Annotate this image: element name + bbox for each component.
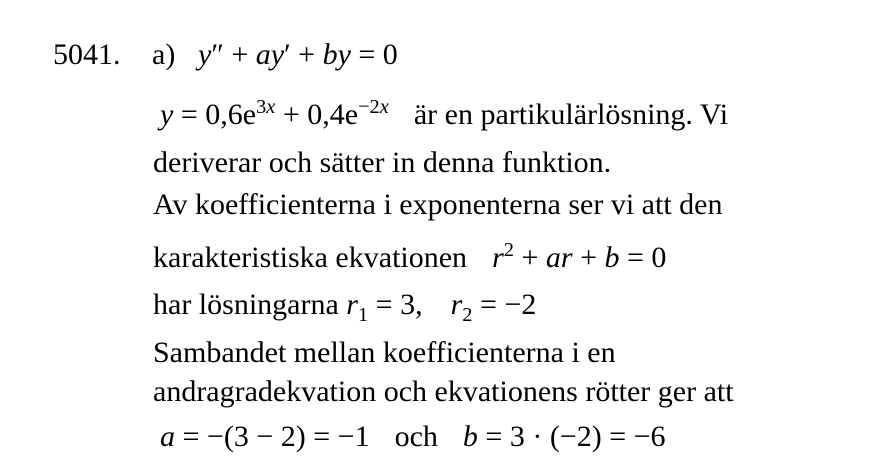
- characteristic-equation-text: karakteristiska ekvationen: [153, 241, 468, 274]
- roots-line: [153, 288, 537, 327]
- roots-text: har lösningarna: [153, 288, 339, 321]
- result-a: a = −(3 − 2) = −1: [160, 420, 370, 453]
- text-line-quadratic: andragradekvation och ekvationens rötter ger att: [153, 375, 734, 408]
- problem-number: 5041.: [53, 38, 121, 71]
- result-b: b = 3 · (−2) = −6: [462, 420, 666, 453]
- text-line-relation: Sambandet mellan koefficienterna i en: [153, 336, 616, 369]
- result-conjunction: och: [394, 420, 438, 453]
- part-label: a): [152, 38, 176, 71]
- particular-solution-formula: $y = 0,6e^{3x} + 0,4e^{-2x}$: [160, 95, 389, 131]
- text-line-derive: deriverar och sätter in denna funktion.: [153, 146, 612, 179]
- particular-solution-text: är en partikulärlösning. Vi: [413, 98, 729, 131]
- differential-equation: y″ + ay′ + by = 0: [198, 38, 398, 71]
- particular-solution-line: [160, 95, 729, 132]
- characteristic-equation-formula: $r^2$ + ar + b = 0: [492, 238, 667, 274]
- text-line-coefficients: Av koefficienterna i exponenterna ser vi att den: [153, 188, 723, 221]
- characteristic-equation-line: [153, 238, 667, 275]
- result-line: [160, 420, 666, 454]
- roots-formula: $r_1 = 3$, $r_2 = -2$: [346, 288, 537, 327]
